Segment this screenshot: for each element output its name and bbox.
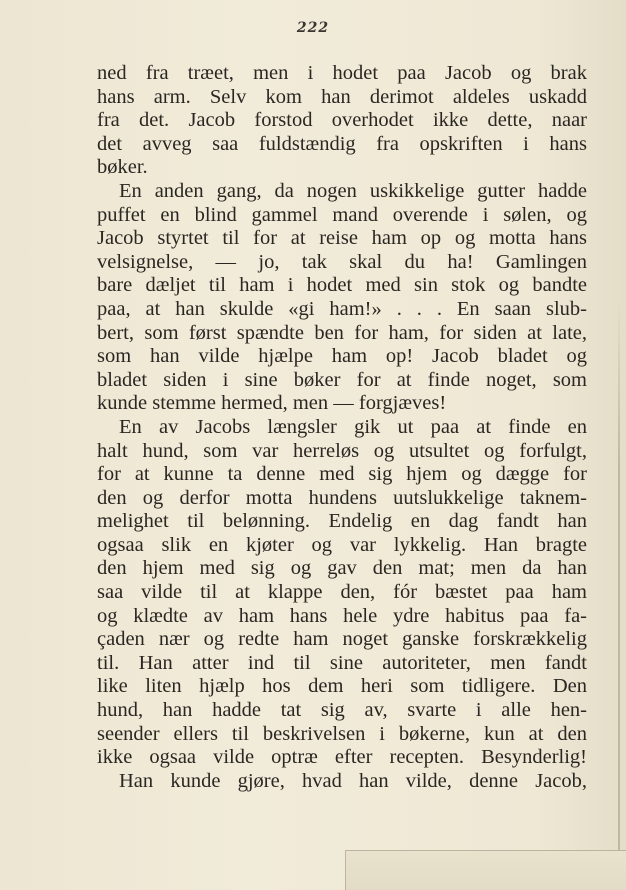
text-line: saa vilde til at klappe den, fór bæstet paa ham <box>97 581 587 604</box>
text-line: til. Han atter ind til sine autoriteter, men fandt <box>97 651 587 674</box>
text-line: hans arm. Selv kom han derimot aldeles uskadd <box>97 85 587 108</box>
text-line: En anden gang, da nogen uskikkelige gutter hadde <box>119 179 587 202</box>
text-line: velsignelse, — jo, tak skal du ha! Gamlingen <box>97 250 587 273</box>
text-line: kunde stemme hermed, men — forgjæves! <box>97 392 447 415</box>
text-line: for at kunne ta denne med sig hjem og dægge for <box>97 463 587 486</box>
text-line: bladet siden i sine bøker for at finde noget, som <box>97 368 587 391</box>
text-line: Jacob styrtet til for at reise ham op og motta hans <box>97 227 587 250</box>
text-line: fra det. Jacob forstod overhodet ikke dette, naar <box>97 109 587 132</box>
text-line: halt hund, som var herreløs og utsultet og forfulgt, <box>97 439 587 462</box>
body-text <box>97 62 587 793</box>
text-line: seender ellers til beskrivelsen i bøkerne, kun at den <box>97 722 587 745</box>
text-line: ogsaa slik en kjøter og var lykkelig. Han bragte <box>97 533 587 556</box>
text-line: En av Jacobs længsler gik ut paa at finde en <box>119 415 587 438</box>
text-line: puffet en blind gammel mand overende i sølen, og <box>97 203 587 226</box>
text-line: bare dæljet til ham i hodet med sin stok og bandte <box>97 274 587 297</box>
text-line: ned fra træet, men i hodet paa Jacob og brak <box>97 62 587 84</box>
text-line: melighet til belønning. Endelig en dag fandt han <box>97 510 587 533</box>
text-line: çaden nær og redte ham noget ganske forskrækkelig <box>97 628 587 651</box>
text-line: hund, han hadde tat sig av, svarte i alle hen- <box>97 699 587 722</box>
text-line: og klædte av ham hans hele ydre habitus paa fa- <box>97 604 587 627</box>
text-line: bert, som først spændte ben for ham, for siden at late, <box>97 321 587 344</box>
text-line: ikke ogsaa vilde optræ efter recepten. Besynderlig! <box>97 746 587 769</box>
text-line: det avveg saa fuldstændig fra opskriften i hans <box>97 132 587 155</box>
text-line: den og derfor motta hundens uutslukkelige taknem- <box>97 486 587 509</box>
page-edge-right <box>618 300 620 860</box>
text-line: paa, at han skulde «gi ham!» . . . En saan slub- <box>97 297 587 320</box>
text-line: like liten hjælp hos dem heri som tidligere. Den <box>97 675 587 698</box>
text-line: Han kunde gjøre, hvad han vilde, denne Jacob, <box>119 769 587 792</box>
text-line: den hjem med sig og gav den mat; men da han <box>97 557 587 580</box>
text-line: bøker. <box>97 156 148 179</box>
page-edge-bottom <box>345 850 626 890</box>
page-number: 222 <box>296 20 330 36</box>
text-line: som han vilde hjælpe ham op! Jacob bladet og <box>97 345 587 368</box>
